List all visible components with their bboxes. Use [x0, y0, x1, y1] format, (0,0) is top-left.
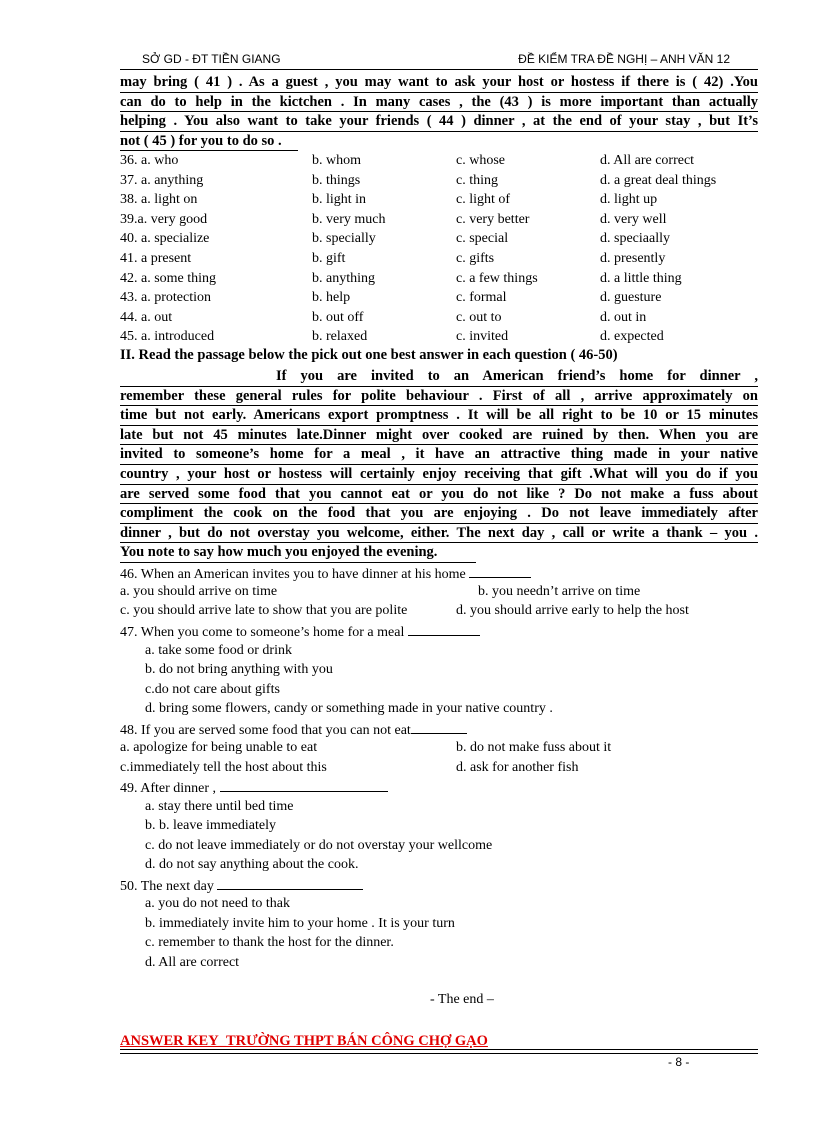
q47-option-d: d. bring some flowers, candy or something made in your native country .: [145, 701, 553, 716]
question-50: 50. The next day: [120, 875, 760, 897]
passage-line: compliment the cook on the food that you are enjoying . Do not leave immediately after: [120, 504, 758, 524]
passage-line: If you are invited to an American friend’s home for dinner ,: [120, 367, 758, 387]
question-49: 49. After dinner ,: [120, 777, 760, 799]
answer-blank: [220, 777, 388, 792]
passage-line: You note to say how much you enjoyed the evening.: [120, 543, 476, 563]
q47-option-a: a. take some food or drink: [145, 643, 292, 658]
passage-1: [120, 73, 758, 151]
question-47: 47. When you come to someone’s home for a meal: [120, 621, 760, 643]
passage-line: country , your host or hostess will certainly enjoy receiving that gift .What will you do if you: [120, 465, 758, 485]
option-row: 40. a. specialize b. specially c. special d. speciaally: [120, 231, 670, 247]
q46-option-d: d. you should arrive early to help the host: [456, 603, 689, 618]
option-row: 38. a. light on b. light in c. light of d. light up: [120, 192, 658, 208]
header-rule: [120, 69, 758, 70]
q47-option-b: b. do not bring anything with you: [145, 662, 333, 677]
passage-line: late but not 45 minutes late.Dinner might over cooked are ruined by then. When you are: [120, 426, 758, 446]
answer-blank: [408, 621, 480, 636]
answer-blank: [469, 563, 531, 578]
answer-blank: [217, 875, 363, 890]
passage-line: may bring ( 41 ) . As a guest , you may want to ask your host or hostess if there is ( 42) .You: [120, 73, 758, 93]
answer-key-heading: ANSWER KEY_TRƯỜNG THPT BÁN CÔNG CHỢ GẠO: [120, 1033, 488, 1049]
q48-option-a: a. apologize for being unable to eat: [120, 740, 318, 755]
q46-option-b: b. you needn’t arrive on time: [478, 584, 641, 599]
q49-option-d: d. do not say anything about the cook.: [145, 857, 359, 872]
passage-line: are served some food that you cannot eat or you do not like ? Do not make a fuss about: [120, 485, 758, 505]
q46-option-a: a. you should arrive on time: [120, 584, 278, 599]
passage-line: not ( 45 ) for you to do so .: [120, 132, 298, 152]
options-table: [120, 151, 760, 347]
footer-double-rule: [120, 1049, 758, 1054]
q50-option-b: b. immediately invite him to your home . It is your turn: [145, 916, 455, 931]
q49-option-b: b. b. leave immediately: [145, 818, 277, 833]
q50-option-c: c. remember to thank the host for the dinner.: [145, 935, 394, 950]
option-row: 44. a. out b. out off c. out to d. out in: [120, 309, 647, 325]
page-header: [120, 52, 760, 68]
passage-line: invited to someone’s home for a meal , it have an attractive thing made in your native: [120, 445, 758, 465]
option-row: 42. a. some thing b. anything c. a few things d. a little thing: [120, 270, 682, 286]
answer-blank: [411, 719, 467, 734]
q49-option-a: a. stay there until bed time: [145, 799, 294, 814]
option-row: 41. a present b. gift c. gifts d. presently: [120, 250, 666, 266]
option-row: 43. a. protection b. help c. formal d. guesture: [120, 290, 662, 306]
passage-2: [120, 367, 758, 563]
header-left: SỞ GD - ĐT TIỀN GIANG: [142, 52, 281, 66]
q48-option-d: d. ask for another fish: [456, 760, 579, 775]
passage-line: dinner , but do not overstay you welcome, either. The next day , call or write a thank – you .: [120, 524, 758, 544]
question-48: 48. If you are served some food that you can not eat: [120, 719, 760, 741]
question-46: 46. When an American invites you to have dinner at his home: [120, 563, 760, 585]
q46-option-c: c. you should arrive late to show that you are polite: [120, 603, 408, 618]
option-row: 36. a. who b. whom c. whose d. All are correct: [120, 153, 695, 168]
q49-option-c: c. do not leave immediately or do not overstay your wellcome: [145, 838, 493, 853]
option-row: 45. a. introduced b. relaxed c. invited d. expected: [120, 329, 664, 345]
page-number: - 8 -: [668, 1055, 690, 1069]
passage-line: remember these general rules for polite behaviour . First of all , arrive approximately on: [120, 387, 758, 407]
end-marker: - The end –: [430, 992, 494, 1007]
q47-option-c: c.do not care about gifts: [145, 682, 280, 697]
q48-option-c: c.immediately tell the host about this: [120, 760, 327, 775]
q50-option-d: d. All are correct: [145, 955, 240, 970]
passage-line: helping . You also want to take your friends ( 44 ) dinner , at the end of your stay , but It’s: [120, 112, 758, 132]
section-2-title: II. Read the passage below the pick out one best answer in each question ( 46-50): [120, 347, 618, 363]
option-row: 39.a. very good b. very much c. very better d. very well: [120, 211, 667, 227]
q50-option-a: a. you do not need to thak: [145, 896, 291, 911]
passage-line: can do to help in the kictchen . In many cases , the (43 ) is more important than actually: [120, 93, 758, 113]
header-right: ĐỀ KIỂM TRA ĐỀ NGHỊ – ANH VĂN 12: [518, 52, 730, 66]
passage-line: time but not early. Americans export promptness . It will be all right to be 10 or 15 minutes: [120, 406, 758, 426]
q48-option-b: b. do not make fuss about it: [456, 740, 612, 755]
option-row: 37. a. anything b. things c. thing d. a great deal things: [120, 172, 717, 188]
